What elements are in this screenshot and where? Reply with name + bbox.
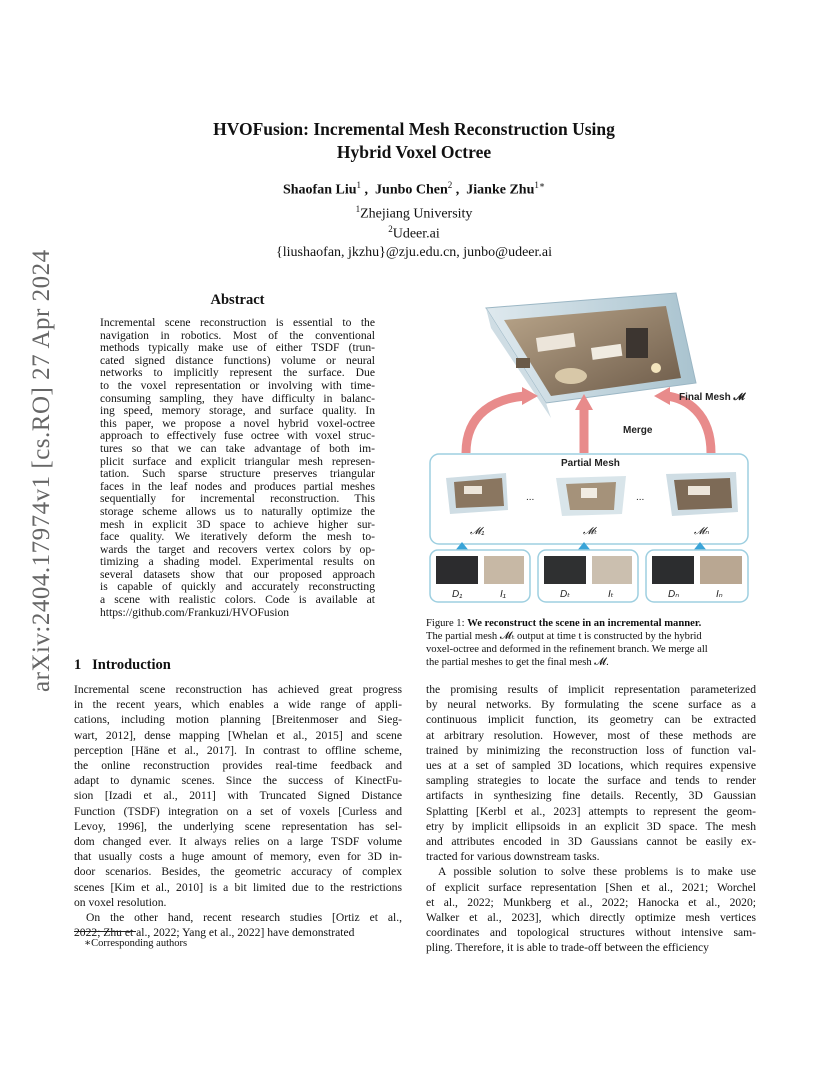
title-line-1: HVOFusion: Incremental Mesh Reconstruction Using xyxy=(213,119,615,139)
text-line: in the recent years, which enables a wide range of appli- xyxy=(74,698,402,712)
text-line: Incremental scene reconstruction has achieved great progress xyxy=(74,683,402,696)
text-line: wart, 2012], dense mapping [Whelan et al., 2015] and scene xyxy=(74,728,402,742)
author-3: Jianke Zhu xyxy=(466,182,535,198)
merge-arrow-right xyxy=(666,396,711,453)
rgb-label-1: I₁ xyxy=(500,589,506,600)
merge-arrow-left xyxy=(466,396,526,453)
depth-label-n: Dₙ xyxy=(668,589,680,600)
affiliation-2-name: Udeer.ai xyxy=(392,226,440,242)
text-line: pling. Therefore, it is able to trade-off between the efficiency xyxy=(426,941,709,955)
text-line: door scenarios. Besides, the geometric accuracy of complex xyxy=(74,865,402,879)
footnote: ∗Corresponding authors xyxy=(84,938,188,949)
rgb-label-t: Iₜ xyxy=(608,589,614,600)
text-line: A possible solution to solve these problems is to make use xyxy=(438,865,756,879)
abstract-line: networks to implicitly represent the surface. Due xyxy=(100,367,375,380)
text-line: adapt to dynamic scenes. Since the success of KinectFu- xyxy=(74,774,402,788)
section-title: Introduction xyxy=(92,657,171,673)
author-3-affil: 1∗ xyxy=(534,180,546,190)
abstract-line: consuming sampling, they have difficulty in balanc- xyxy=(100,392,375,405)
rgb-label-n: Iₙ xyxy=(716,589,723,600)
rgb-frame-1 xyxy=(484,556,524,584)
author-1-affil: 1 xyxy=(356,180,362,190)
text-line: on voxel resolution. xyxy=(74,895,167,909)
abstract-line: face quality. We iteratively deform the mesh to- xyxy=(100,531,375,544)
rgb-frame-n xyxy=(700,556,742,584)
text-line: cations, including motion planning [Breitenmoser and Sieg- xyxy=(74,713,402,727)
abstract-body xyxy=(100,317,375,619)
rug-shape xyxy=(555,368,587,384)
abstract-line: wards the target and recovers vertex colors by op- xyxy=(100,543,375,556)
figure-1-graphic xyxy=(426,288,756,608)
abstract-line: this paper, we propose a novel hybrid voxel-octree xyxy=(100,417,375,430)
depth-frame-n xyxy=(652,556,694,584)
mesh-label-t: 𝓜ₜ xyxy=(583,526,598,537)
text-line: etry by implicit ellipsoids in an explicit 3D space. The mesh xyxy=(426,819,756,833)
text-line: the promising results of implicit representation parameterized xyxy=(426,683,756,696)
abstract-heading: Abstract xyxy=(210,292,265,308)
right-column-text xyxy=(426,682,756,956)
abstract-line: cated signed distance functions) volume or neural xyxy=(100,354,375,367)
partial-mesh-label: Partial Mesh xyxy=(561,458,620,469)
affiliation-2-sup: 2 xyxy=(388,224,393,234)
affiliation-1 xyxy=(0,204,828,223)
title-line-2: Hybrid Voxel Octree xyxy=(336,142,492,162)
text-line: continuous implicit function, its geometry can be extracted xyxy=(426,713,756,727)
author-list: Shaofan Liu$^1$ , Junbo Chen$^2$ , Jianke Zhu$^{1∗}$ xyxy=(282,180,546,198)
text-line: Walker et al., 2023], which directly optimize mesh vertices xyxy=(426,911,756,925)
author-2: Junbo Chen xyxy=(375,182,448,198)
text-line: at arbitrary resolution. However, most of these methods are xyxy=(426,728,756,742)
ellipsis-2: ... xyxy=(636,492,645,503)
abstract-line: faces in the leaf nodes and produces partial meshes xyxy=(100,480,375,493)
partial-mesh-t xyxy=(556,476,626,516)
merge-label: Merge xyxy=(623,425,653,436)
mesh-label-n: 𝓜ₙ xyxy=(694,526,710,537)
final-mesh-label: Final Mesh 𝓜 xyxy=(679,392,745,403)
partial-mesh-1 xyxy=(446,473,508,514)
rgb-frame-t xyxy=(592,556,632,584)
abstract-line: navigation in robotics. Most of the conventional xyxy=(100,329,375,342)
depth-label-t: Dₜ xyxy=(560,589,571,600)
text-line: On the other hand, recent research studies [Ortiz et al., xyxy=(86,911,402,925)
text-line: et al., 2022; Munkberg et al., 2022; Hanocka et al., 2020; xyxy=(426,895,756,909)
text-line: coordinates and topological structures without intensive sam- xyxy=(426,926,756,940)
abstract-line: timizing a shading model. Experimental results on xyxy=(100,556,375,569)
paper-title xyxy=(0,118,828,164)
abstract-line: Incremental scene reconstruction is essential to the xyxy=(100,317,375,329)
abstract-line: mesh in explicit 3D space to achieve higher sur- xyxy=(100,518,375,531)
text-line: Splatting [Kerbl et al., 2023] attempts to represent the geom- xyxy=(426,804,756,818)
ellipsis-1: ... xyxy=(526,492,535,503)
abstract-line: https://github.com/Frankuzi/HVOFusion xyxy=(100,606,290,619)
author-2-affil: 2 xyxy=(447,180,453,190)
text-line: dom changed ever. It always relies on a large TSDF volume xyxy=(74,835,402,849)
abstract-line: a scene with realistic colors. Code is available at xyxy=(100,594,375,607)
abstract-line: methods typically make use of either TSDF (trun- xyxy=(100,342,375,355)
author-1: Shaofan Liu xyxy=(282,182,357,198)
footnote-rule xyxy=(74,931,136,932)
section-number: 1 xyxy=(74,657,82,673)
affiliation-1-sup: 1 xyxy=(355,204,361,214)
abstract-line: tures so that we can take advantage of both im- xyxy=(100,442,375,455)
text-line: perception [Häne et al., 2017]. In contrast to offline scheme, xyxy=(74,743,402,757)
author-emails: {liushaofan, jkzhu}@zju.edu.cn, junbo@udeer.ai xyxy=(276,245,552,260)
text-line: sion [Izadi et al., 2011] with Truncated Signed Distance xyxy=(74,789,402,803)
arxiv-stamp: arXiv:2404.17974v1 [cs.RO] 27 Apr 2024 xyxy=(28,249,55,692)
abstract-line: several datasets show that our proposed approach xyxy=(100,568,375,581)
text-line: 2022; Zhu et al., 2022; Yang et al., 2022] have demonstrated xyxy=(74,926,355,940)
abstract-line: sequentially for incremental reconstruction. This xyxy=(100,493,375,506)
depth-label-1: D₁ xyxy=(452,589,463,600)
text-line: and attributes encoded in 3D Gaussians cannot be easily ex- xyxy=(426,835,756,849)
depth-frame-1 xyxy=(436,556,478,584)
abstract-line: ing speed, memory storage, and surface quality. In xyxy=(100,405,375,418)
text-line: sampling strategies to locate the surface and tends to render xyxy=(426,774,756,788)
text-line: by neural networks. By formulating the scene surface as a xyxy=(426,698,756,712)
text-line: of explicit surface representation [Shen et al., 2021; Worchel xyxy=(426,880,756,894)
caption-line: The partial mesh 𝓜ₜ output at time t is constructed by the hybrid xyxy=(426,631,702,642)
affiliation-2 xyxy=(0,224,828,243)
abstract-line: to the voxel representation or involving with time- xyxy=(100,379,375,392)
abstract-line: is capable of quickly and accurately reconstructing xyxy=(100,581,375,594)
text-line: ues at a set of sampled 3D locations, which requires expensive xyxy=(426,759,756,773)
abstract-line: approach to effectively fuse octree with voxel struc- xyxy=(100,430,375,443)
section-heading xyxy=(74,657,171,674)
caption-line: the partial meshes to get the final mesh 𝓜. xyxy=(426,657,609,668)
abstract-line: tation. Such sparse structure preserves triangular xyxy=(100,468,375,481)
figure-1 xyxy=(426,288,756,608)
affiliation-1-name: Zhejiang University xyxy=(360,206,473,222)
text-line: the online reconstruction provides real-time feedback and xyxy=(74,759,402,773)
text-line: artifacts in synthesizing fine details. Recently, 3D Gaussian xyxy=(426,789,756,803)
figure-1-caption xyxy=(426,617,756,669)
depth-frame-t xyxy=(544,556,586,584)
text-line: trained by minimizing the reconstruction loss of function val- xyxy=(426,743,756,757)
caption-line: Figure 1: We reconstruct the scene in an incremental manner. xyxy=(426,618,702,629)
partial-mesh-n xyxy=(666,472,738,516)
text-line: tracted for various downstream tasks. xyxy=(426,850,600,864)
text-line: Levoy, 1996], the underlying scene representation has sel- xyxy=(74,819,402,833)
mesh-label-1: 𝓜₁ xyxy=(470,526,485,537)
caption-line: voxel-octree and deformed in the refinement branch. We merge all xyxy=(426,644,708,655)
abstract-line: plicit surface and explicit triangular mesh represen- xyxy=(100,455,375,468)
caption-bold: We reconstruct the scene in an incremental manner. xyxy=(467,618,702,629)
text-line: that usually costs a huge amount of memory, even for 3D in- xyxy=(74,850,402,864)
text-line: scenes [Kim et al., 2010] is a bit limited due to the restrictions xyxy=(74,880,402,894)
text-line: Function (TSDF) integration on a set of voxels [Curless and xyxy=(74,804,402,818)
left-column-text xyxy=(74,682,402,940)
abstract-line: storage scheme allows us to naturally optimize the xyxy=(100,505,375,518)
